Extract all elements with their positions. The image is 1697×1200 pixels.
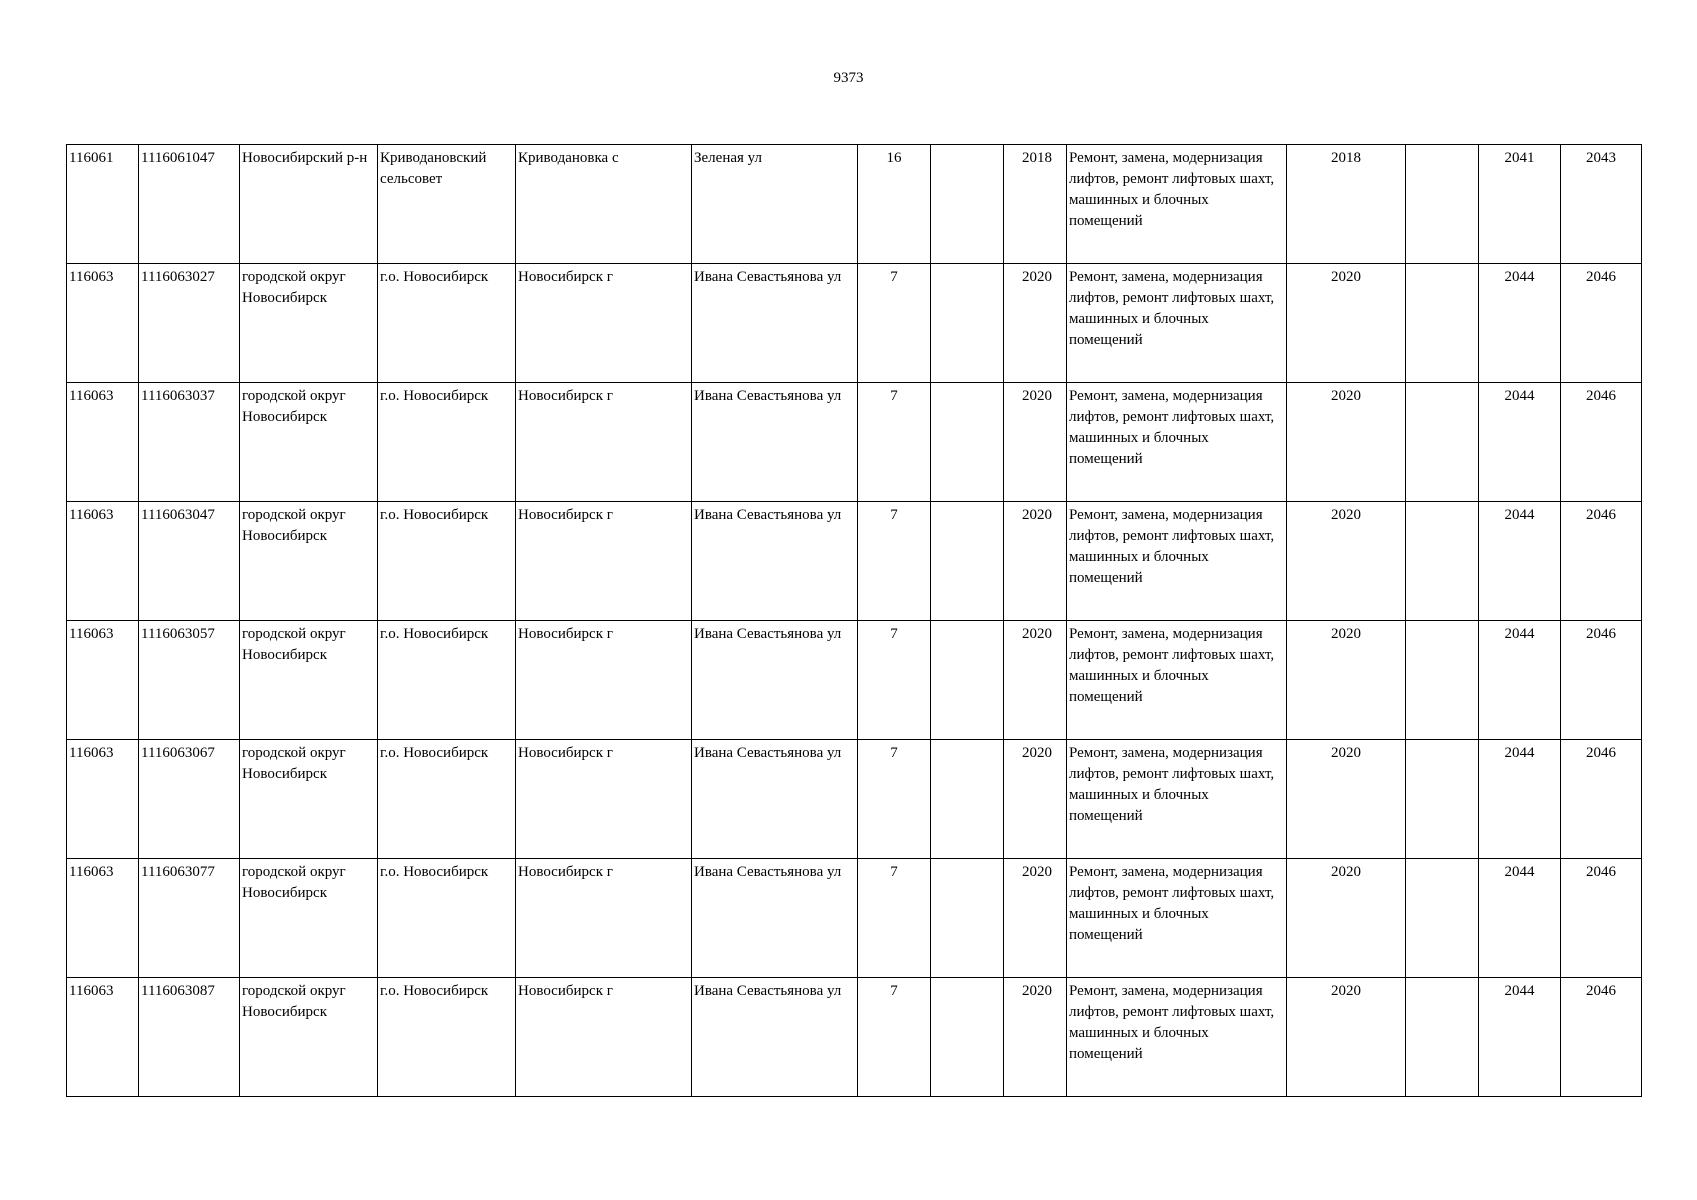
- cell-locality: Криводановка с: [516, 145, 692, 264]
- cell-municipality: г.о. Новосибирск: [378, 621, 516, 740]
- cell-period-end: 2043: [1561, 145, 1642, 264]
- table-row: [67, 383, 1642, 502]
- cell-work: Ремонт, замена, модернизация лифтов, ремонт лифтовых шахт, машинных и блочных помещений: [1067, 978, 1287, 1097]
- cell-building: [931, 145, 1004, 264]
- cell-code: 116063: [67, 264, 139, 383]
- cell-id: 1116063067: [139, 740, 240, 859]
- cell-blank: [1406, 145, 1479, 264]
- cell-blank: [1406, 978, 1479, 1097]
- cell-building: [931, 264, 1004, 383]
- cell-municipality: г.о. Новосибирск: [378, 383, 516, 502]
- cell-code: 116063: [67, 859, 139, 978]
- cell-period-end: 2046: [1561, 264, 1642, 383]
- cell-locality: Новосибирск г: [516, 264, 692, 383]
- cell-blank: [1406, 383, 1479, 502]
- cell-code: 116063: [67, 621, 139, 740]
- cell-work: Ремонт, замена, модернизация лифтов, ремонт лифтовых шахт, машинных и блочных помещений: [1067, 145, 1287, 264]
- cell-period-end: 2046: [1561, 621, 1642, 740]
- cell-district: городской округ Новосибирск: [240, 740, 378, 859]
- page-number: 9373: [833, 70, 864, 86]
- table-row: [67, 145, 1642, 264]
- cell-period-end: 2046: [1561, 740, 1642, 859]
- cell-building: [931, 740, 1004, 859]
- cell-code: 116061: [67, 145, 139, 264]
- cell-year-built: 2020: [1004, 264, 1067, 383]
- cell-street: Ивана Севастьянова ул: [692, 383, 858, 502]
- cell-year-commissioned: 2020: [1287, 740, 1406, 859]
- cell-period-start: 2044: [1479, 383, 1561, 502]
- cell-blank: [1406, 621, 1479, 740]
- cell-municipality: г.о. Новосибирск: [378, 740, 516, 859]
- cell-building: [931, 859, 1004, 978]
- cell-building: [931, 502, 1004, 621]
- cell-period-start: 2044: [1479, 978, 1561, 1097]
- cell-year-built: 2020: [1004, 859, 1067, 978]
- cell-street: Ивана Севастьянова ул: [692, 621, 858, 740]
- cell-street: Зеленая ул: [692, 145, 858, 264]
- cell-year-commissioned: 2020: [1287, 978, 1406, 1097]
- cell-blank: [1406, 740, 1479, 859]
- cell-building: [931, 383, 1004, 502]
- cell-house: 7: [858, 978, 931, 1097]
- cell-work: Ремонт, замена, модернизация лифтов, ремонт лифтовых шахт, машинных и блочных помещений: [1067, 383, 1287, 502]
- cell-district: городской округ Новосибирск: [240, 383, 378, 502]
- cell-year-commissioned: 2018: [1287, 145, 1406, 264]
- cell-work: Ремонт, замена, модернизация лифтов, ремонт лифтовых шахт, машинных и блочных помещений: [1067, 264, 1287, 383]
- cell-locality: Новосибирск г: [516, 859, 692, 978]
- cell-period-end: 2046: [1561, 502, 1642, 621]
- cell-year-commissioned: 2020: [1287, 383, 1406, 502]
- cell-municipality: г.о. Новосибирск: [378, 502, 516, 621]
- cell-code: 116063: [67, 502, 139, 621]
- table-row: [67, 621, 1642, 740]
- cell-period-start: 2044: [1479, 502, 1561, 621]
- table-body: [67, 145, 1642, 1097]
- cell-municipality: г.о. Новосибирск: [378, 859, 516, 978]
- cell-id: 1116063077: [139, 859, 240, 978]
- cell-district: Новосибирский р-н: [240, 145, 378, 264]
- table-row: [67, 859, 1642, 978]
- cell-district: городской округ Новосибирск: [240, 264, 378, 383]
- cell-id: 1116061047: [139, 145, 240, 264]
- cell-house: 16: [858, 145, 931, 264]
- cell-period-end: 2046: [1561, 859, 1642, 978]
- cell-work: Ремонт, замена, модернизация лифтов, ремонт лифтовых шахт, машинных и блочных помещений: [1067, 740, 1287, 859]
- cell-year-built: 2020: [1004, 383, 1067, 502]
- cell-year-commissioned: 2020: [1287, 502, 1406, 621]
- cell-municipality: г.о. Новосибирск: [378, 978, 516, 1097]
- table-row: [67, 502, 1642, 621]
- cell-street: Ивана Севастьянова ул: [692, 978, 858, 1097]
- cell-street: Ивана Севастьянова ул: [692, 740, 858, 859]
- cell-locality: Новосибирск г: [516, 383, 692, 502]
- cell-id: 1116063057: [139, 621, 240, 740]
- cell-period-end: 2046: [1561, 978, 1642, 1097]
- cell-year-commissioned: 2020: [1287, 264, 1406, 383]
- cell-district: городской округ Новосибирск: [240, 859, 378, 978]
- cell-period-start: 2044: [1479, 740, 1561, 859]
- cell-work: Ремонт, замена, модернизация лифтов, ремонт лифтовых шахт, машинных и блочных помещений: [1067, 859, 1287, 978]
- cell-id: 1116063027: [139, 264, 240, 383]
- table-row: [67, 264, 1642, 383]
- cell-district: городской округ Новосибирск: [240, 621, 378, 740]
- cell-year-built: 2020: [1004, 740, 1067, 859]
- register-table: [66, 144, 1642, 1097]
- cell-year-built: 2020: [1004, 978, 1067, 1097]
- cell-municipality: г.о. Новосибирск: [378, 264, 516, 383]
- cell-blank: [1406, 502, 1479, 621]
- cell-house: 7: [858, 621, 931, 740]
- cell-id: 1116063087: [139, 978, 240, 1097]
- table-row: [67, 978, 1642, 1097]
- cell-period-end: 2046: [1561, 383, 1642, 502]
- cell-year-commissioned: 2020: [1287, 859, 1406, 978]
- cell-house: 7: [858, 859, 931, 978]
- cell-municipality: Криводановский сельсовет: [378, 145, 516, 264]
- cell-work: Ремонт, замена, модернизация лифтов, ремонт лифтовых шахт, машинных и блочных помещений: [1067, 621, 1287, 740]
- cell-house: 7: [858, 264, 931, 383]
- cell-blank: [1406, 859, 1479, 978]
- cell-period-start: 2044: [1479, 621, 1561, 740]
- cell-building: [931, 621, 1004, 740]
- cell-code: 116063: [67, 978, 139, 1097]
- cell-blank: [1406, 264, 1479, 383]
- cell-code: 116063: [67, 383, 139, 502]
- cell-id: 1116063047: [139, 502, 240, 621]
- cell-building: [931, 978, 1004, 1097]
- cell-locality: Новосибирск г: [516, 502, 692, 621]
- cell-house: 7: [858, 502, 931, 621]
- cell-locality: Новосибирск г: [516, 621, 692, 740]
- cell-year-built: 2020: [1004, 502, 1067, 621]
- cell-locality: Новосибирск г: [516, 978, 692, 1097]
- cell-district: городской округ Новосибирск: [240, 502, 378, 621]
- cell-year-built: 2018: [1004, 145, 1067, 264]
- cell-house: 7: [858, 383, 931, 502]
- cell-district: городской округ Новосибирск: [240, 978, 378, 1097]
- cell-house: 7: [858, 740, 931, 859]
- cell-year-built: 2020: [1004, 621, 1067, 740]
- cell-id: 1116063037: [139, 383, 240, 502]
- cell-period-start: 2044: [1479, 264, 1561, 383]
- cell-street: Ивана Севастьянова ул: [692, 859, 858, 978]
- cell-street: Ивана Севастьянова ул: [692, 264, 858, 383]
- cell-year-commissioned: 2020: [1287, 621, 1406, 740]
- cell-street: Ивана Севастьянова ул: [692, 502, 858, 621]
- table-row: [67, 740, 1642, 859]
- cell-period-start: 2041: [1479, 145, 1561, 264]
- cell-locality: Новосибирск г: [516, 740, 692, 859]
- cell-code: 116063: [67, 740, 139, 859]
- cell-period-start: 2044: [1479, 859, 1561, 978]
- cell-work: Ремонт, замена, модернизация лифтов, ремонт лифтовых шахт, машинных и блочных помещений: [1067, 502, 1287, 621]
